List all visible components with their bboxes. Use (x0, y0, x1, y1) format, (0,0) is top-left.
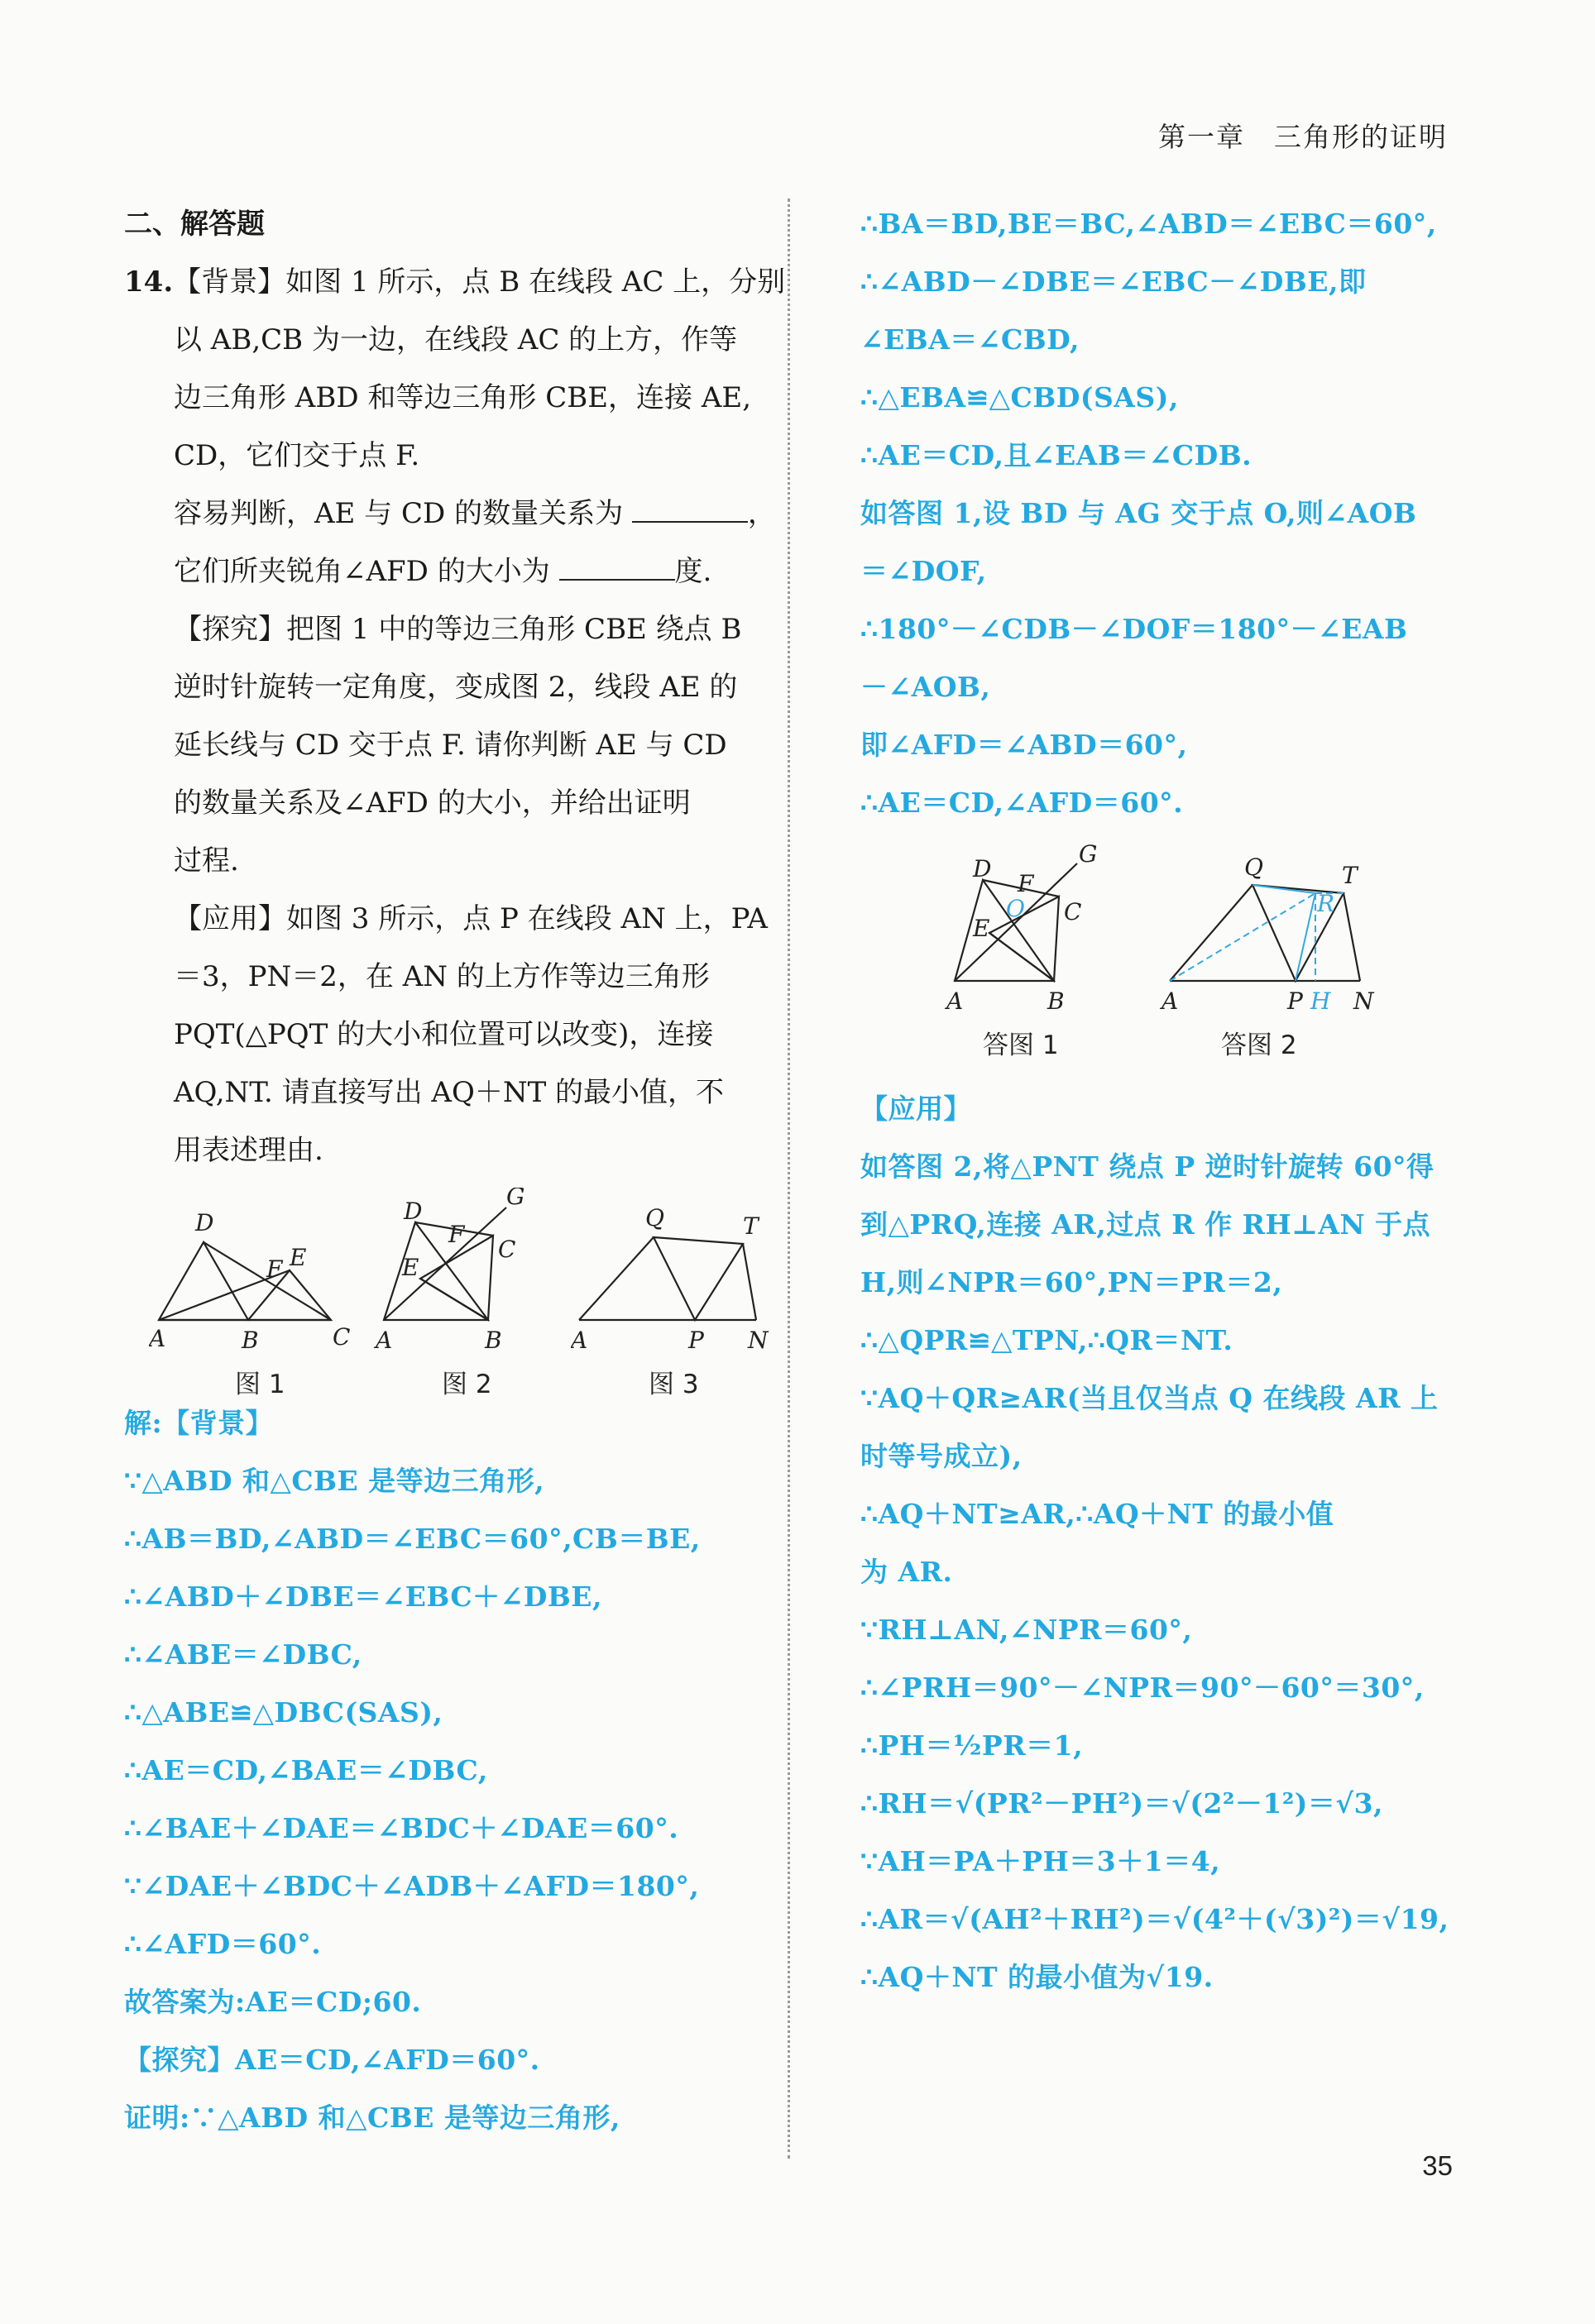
question-line-1: 14.【背景】如图 1 所示，点 B 在线段 AC 上，分别 (124, 265, 786, 299)
solution-left-4: ∴∠ABD＋∠DBE＝∠EBC＋∠DBE, (124, 1580, 602, 1613)
solution-right-14: 到△PRQ,连接 AR,过点 R 作 RH⊥AN 于点 (860, 1208, 1431, 1241)
solution-right-27: ∴AQ＋NT 的最小值为√19. (860, 1961, 1214, 1993)
solution-right-25: ∵AH＝PA＋PH＝3＋1＝4, (860, 1845, 1221, 1877)
fig2-label-D: D (404, 1198, 423, 1225)
question-line-11: 过程. (174, 844, 239, 877)
solution-left-6: ∴△ABE≌△DBC(SAS), (124, 1696, 443, 1729)
ans1-label-O: O (1006, 895, 1025, 922)
solution-right-18: 时等号成立), (860, 1440, 1023, 1472)
solution-left-10: ∴∠AFD＝60°. (124, 1928, 322, 1960)
solution-right-24: ∴RH＝√(PR²－PH²)＝√(2²－1²)＝√3, (860, 1787, 1384, 1820)
question-line-4: CD，它们交于点 F. (174, 439, 420, 472)
question-line-5: 容易判断，AE 与 CD 的数量关系为 ， (174, 497, 776, 530)
ans2-label-R: R (1317, 890, 1335, 917)
fig2-label-G: G (506, 1188, 525, 1210)
chapter-header: 第一章 三角形的证明 (1158, 121, 1448, 153)
solution-right-1: ∴BA＝BD,BE＝BC,∠ABD＝∠EBC＝60°, (860, 208, 1437, 240)
answer-figure-1-caption: 答图 1 (983, 1030, 1059, 1060)
column-divider (788, 198, 790, 2159)
question-line-6: 它们所夹锐角∠AFD 的大小为 度. (174, 555, 712, 588)
solution-right-9: －∠AOB, (860, 671, 991, 703)
solution-left-5: ∴∠ABE＝∠DBC, (124, 1638, 362, 1671)
solution-left-2: ∵△ABD 和△CBE 是等边三角形, (124, 1465, 545, 1497)
question-number: 14. (124, 265, 174, 299)
answer-figure-1 (943, 840, 1125, 1014)
solution-left-9: ∵∠DAE＋∠BDC＋∠ADB＋∠AFD＝180°, (124, 1870, 700, 1902)
question-line-2: 以 AB,CB 为一边，在线段 AC 的上方，作等 (174, 323, 738, 356)
left-column (124, 195, 786, 2147)
ans1-label-B: B (1047, 987, 1065, 1014)
question-figures (124, 1179, 769, 1427)
solution-left-13: 证明:∵△ABD 和△CBE 是等边三角形, (124, 2102, 620, 2134)
fig2-label-C: C (498, 1236, 516, 1263)
solution-right-19: ∴AQ＋NT≥AR,∴AQ＋NT 的最小值 (860, 1498, 1334, 1530)
solution-right-4: ∴△EBA≌△CBD(SAS), (860, 381, 1179, 414)
figure-1-caption: 图 1 (235, 1370, 285, 1399)
question-line-7: 【探究】把图 1 中的等边三角形 CBE 绕点 B (174, 613, 742, 646)
ans1-label-C: C (1064, 898, 1082, 925)
fig3-label-P: P (688, 1327, 704, 1353)
solution-right-6: 如答图 1,设 BD 与 AG 交于点 O,则∠AOB (860, 497, 1417, 529)
solution-right-26: ∴AR＝√(AH²＋RH²)＝√(4²＋(√3)²)＝√19, (860, 1903, 1449, 1935)
fig2-label-B: B (485, 1327, 502, 1353)
figure-3-caption: 图 3 (649, 1370, 699, 1399)
fig1-label-D: D (195, 1209, 214, 1236)
solution-right-12: 【应用】 (860, 1093, 971, 1125)
answer-figure-2 (1158, 840, 1390, 1014)
solution-right-7: ＝∠DOF, (860, 555, 987, 587)
ans2-label-H: H (1310, 987, 1331, 1014)
ans1-label-F: F (1018, 870, 1034, 897)
ans2-label-Q: Q (1244, 854, 1263, 881)
answer-blank-2[interactable] (559, 554, 675, 581)
fig1-label-A: A (149, 1325, 166, 1352)
fig1-label-F: F (266, 1255, 283, 1283)
solution-right-23: ∴PH＝½PR＝1, (860, 1729, 1084, 1762)
ans1-label-G: G (1079, 840, 1098, 868)
solution-right-3: ∠EBA＝∠CBD, (860, 323, 1080, 356)
fig3-label-N: N (748, 1327, 769, 1353)
figure-1 (149, 1188, 356, 1353)
right-column (860, 195, 1473, 2006)
question-line-14: PQT(△PQT 的大小和位置可以改变)，连接 (174, 1018, 714, 1051)
question-line-8: 逆时针旋转一定角度，变成图 2，线段 AE 的 (174, 671, 738, 704)
fig1-label-C: C (333, 1323, 351, 1351)
solution-right-21: ∵RH⊥AN,∠NPR＝60°, (860, 1614, 1193, 1646)
ans2-label-P: P (1287, 987, 1303, 1014)
fig3-label-A: A (571, 1327, 588, 1353)
question-line-12: 【应用】如图 3 所示，点 P 在线段 AN 上，PA (174, 902, 768, 935)
solution-right-13: 如答图 2,将△PNT 绕点 P 逆时针旋转 60°得 (860, 1150, 1435, 1183)
ans2-label-A: A (1162, 987, 1179, 1014)
question-line-3: 边三角形 ABD 和等边三角形 CBE，连接 AE, (174, 381, 752, 414)
fig3-label-Q: Q (645, 1204, 664, 1231)
ans2-label-N: N (1353, 987, 1374, 1014)
solution-right-16: ∴△QPR≌△TPN,∴QR＝NT. (860, 1324, 1233, 1356)
question-line-15: AQ,NT. 请直接写出 AQ＋NT 的最小值，不 (174, 1076, 725, 1109)
ans2-label-T: T (1342, 862, 1358, 889)
solution-right-2: ∴∠ABD－∠DBE＝∠EBC－∠DBE,即 (860, 265, 1367, 298)
solution-right-20: 为 AR. (860, 1556, 953, 1588)
fig2-label-E: E (402, 1254, 419, 1281)
fig3-label-T: T (743, 1212, 759, 1240)
page-number: 35 (1422, 2150, 1453, 2181)
figure-2-caption: 图 2 (442, 1370, 492, 1399)
fig1-label-E: E (290, 1244, 307, 1271)
ans1-label-E: E (973, 915, 990, 942)
question-line-16: 用表述理由. (174, 1134, 323, 1167)
section-title: 二、解答题 (124, 208, 265, 241)
question-line-13: ＝3，PN＝2，在 AN 的上方作等边三角形 (174, 960, 710, 993)
solution-left-1: 解:【背景】 (124, 1407, 274, 1439)
fig2-label-A: A (376, 1327, 393, 1353)
solution-right-8: ∴180°－∠CDB－∠DOF＝180°－∠EAB (860, 613, 1408, 645)
ans1-label-A: A (946, 987, 964, 1014)
answer-blank-1[interactable] (632, 496, 748, 523)
fig2-label-F: F (448, 1221, 465, 1248)
solution-left-7: ∴AE＝CD,∠BAE＝∠DBC, (124, 1754, 488, 1786)
solution-right-17: ∵AQ＋QR≥AR(当且仅当点 Q 在线段 AR 上 (860, 1382, 1439, 1414)
fig1-label-B: B (242, 1327, 259, 1353)
ans1-label-D: D (973, 855, 992, 882)
solution-right-15: H,则∠NPR＝60°,PN＝PR＝2, (860, 1266, 1283, 1298)
solution-right-5: ∴AE＝CD,且∠EAB＝∠CDB. (860, 439, 1253, 471)
solution-left-12: 【探究】AE＝CD,∠AFD＝60°. (124, 2044, 540, 2076)
solution-left-3: ∴AB＝BD,∠ABD＝∠EBC＝60°,CB＝BE, (124, 1523, 701, 1555)
solution-right-11: ∴AE＝CD,∠AFD＝60°. (860, 787, 1184, 819)
figure-2 (372, 1188, 554, 1353)
figure-3 (571, 1188, 769, 1353)
solution-left-8: ∴∠BAE＋∠DAE＝∠BDC＋∠DAE＝60°. (124, 1812, 679, 1844)
solution-left-11: 故答案为:AE＝CD;60. (124, 1986, 422, 2018)
question-line-9: 延长线与 CD 交于点 F. 请你判断 AE 与 CD (174, 729, 727, 762)
solution-right-22: ∴∠PRH＝90°－∠NPR＝90°－60°＝30°, (860, 1671, 1425, 1704)
answer-figure-2-caption: 答图 2 (1221, 1030, 1297, 1060)
question-line-10: 的数量关系及∠AFD 的大小，并给出证明 (174, 787, 691, 820)
solution-right-10: 即∠AFD＝∠ABD＝60°, (860, 729, 1188, 761)
answer-figures (860, 832, 1473, 1105)
